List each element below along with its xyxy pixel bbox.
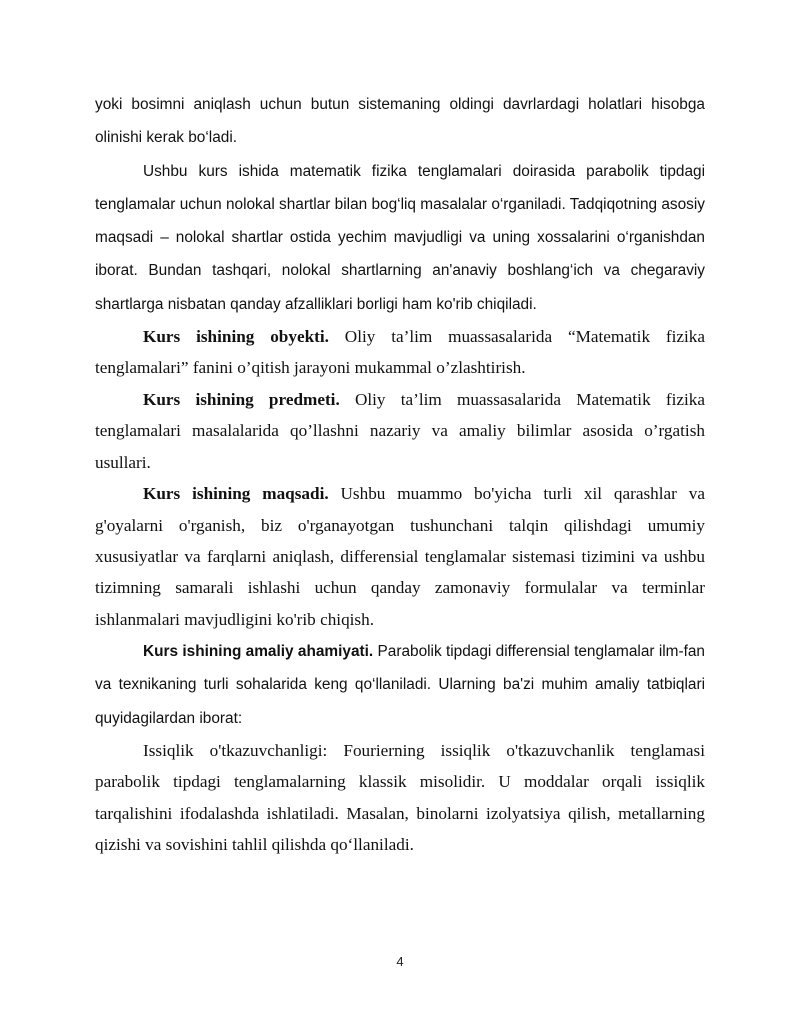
paragraph-goal bbox=[95, 478, 705, 635]
practical-significance-heading: Kurs ishining amaliy ahamiyati. bbox=[143, 643, 374, 661]
subject-heading: Kurs ishining predmeti. bbox=[143, 389, 340, 409]
object-heading: Kurs ishining obyekti. bbox=[143, 327, 329, 347]
paragraph-practical-significance bbox=[95, 635, 705, 735]
goal-heading: Kurs ishining maqsadi. bbox=[143, 484, 329, 504]
document-page bbox=[95, 88, 705, 861]
paragraph-object bbox=[95, 321, 705, 384]
paragraph-intro: Ushbu kurs ishida matematik fizika tenglamalari doirasida parabolik tipdagi tenglamalar uchun nolokal shartlar bilan bog‘liq masalalar o‘rganiladi. Tadqiqotning asosiy maqsadi – nolokal shartlar ostida yechim mavjudligi va uning xossalarini o‘rganishdan iborat. Bundan tashqari, nolokal shartlarning an'anaviy boshlang‘ich va chegaraviy shartlarga nisbatan qanday afzalliklari borligi ham ko'rib chiqiladi. bbox=[95, 162, 705, 313]
object-text: Oliy ta’lim muassasalarida “Matematik fizika tenglamalari” fanini o’qitish jarayoni mukammal o’zlashtirish. bbox=[95, 327, 706, 378]
paragraph-heat-conduction: Issiqlik o'tkazuvchanligi: Fourierning issiqlik o'tkazuvchanlik tenglamasi parabolik tipdagi tenglamalarning klassik misolidir. U moddalar orqali issiqlik tarqalishini ifodalashda ishlatiladi. Masalan, binolarni izolyatsiya qilish, metallarning qizishi va sovishini tahlil qilishda qo‘llaniladi. bbox=[95, 741, 705, 855]
paragraph-subject bbox=[95, 384, 705, 478]
page-number: 4 bbox=[396, 954, 404, 969]
subject-text: Oliy ta’lim muassasalarida Matematik fizika tenglamalari masalalarida qo’llashni nazariy va amaliy bilimlar asosida o’rgatish usullari. bbox=[95, 389, 705, 472]
paragraph-continuation: yoki bosimni aniqlash uchun butun sistemaning oldingi davrlardagi holatlari hisobga olinishi kerak bo‘ladi. bbox=[95, 96, 705, 147]
practical-significance-text: Parabolik tipdagi differensial tenglamalar ilm-fan va texnikaning turli sohalarida keng qo‘llaniladi. Ularning ba'zi muhim amaliy tatbiqlari quyidagilardan iborat: bbox=[95, 643, 705, 727]
goal-text: Ushbu muammo bo'yicha turli xil qarashlar va g'oyalarni o'rganish, biz o'rganayotgan tushunchani talqin qilishdagi umumiy xususiyatlar va farqlarni aniqlash, differensial tenglamalar sistemasi tizimini va ushbu tizimning samarali ishlashi uchun qanday zamonaviy formulalar va terminlar ishlanmalari mavjudligini ko'rib chiqish. bbox=[95, 484, 705, 629]
